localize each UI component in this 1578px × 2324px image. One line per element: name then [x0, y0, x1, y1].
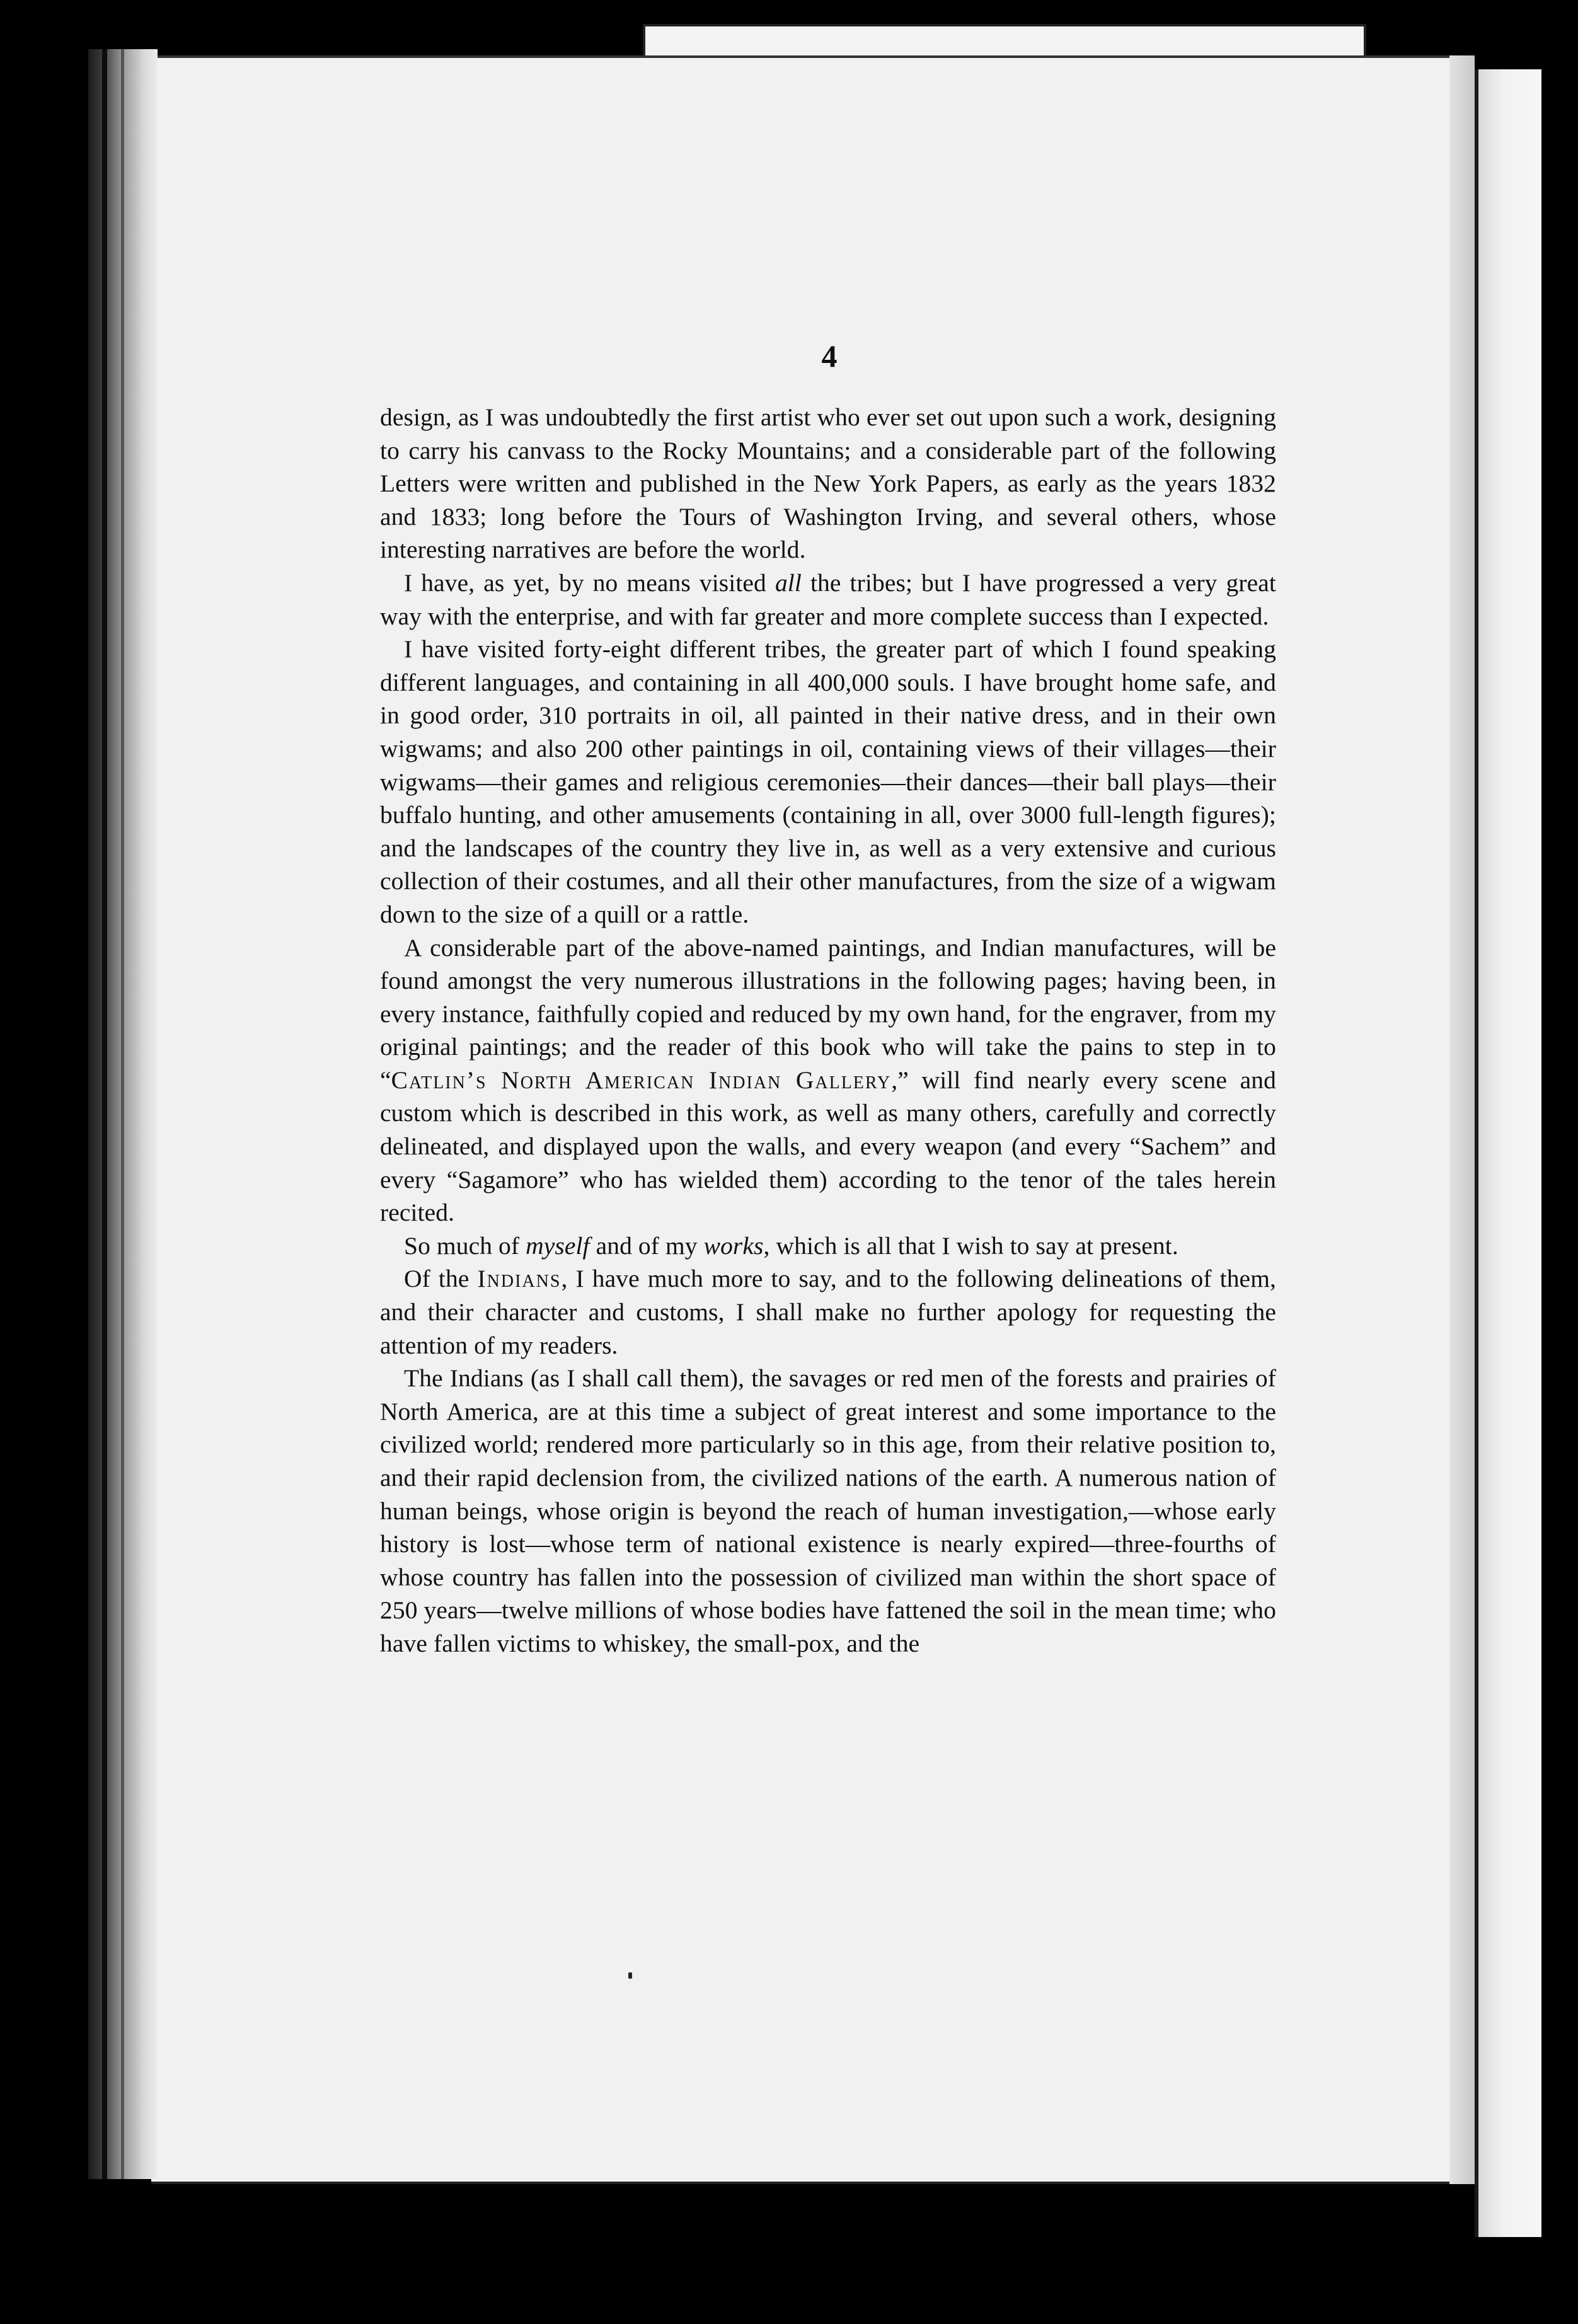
text-run: and of my [589, 1231, 704, 1260]
text-run: , which is all that I wish to say at present. [763, 1231, 1178, 1260]
text-run: The Indians (as I shall call them), the savages or red men of the forests and prairies of North America, are at this time a subject of great interest and some importance to the civilized world; rendered more particularly so in this age, from their relative position to, and their rapid declension from, the civilized nations of the earth. A numerous nation of human beings, whose origin is beyond the reach of human investigation,—whose early history is lost—whose term of national existence is nearly expired—three-fourths of whose country has fallen into the possession of civilized man within the short space of 250 years—twelve millions of whose bodies have fattened the soil in the mean time; who have fallen victims to whiskey, the small-pox, and the [380, 1364, 1276, 1657]
text-run: the tribes; but I have progressed a very great way with the enterprise, and with far greater and more complete success than I expected. [380, 568, 1276, 630]
italic-text: all [775, 568, 802, 597]
adjacent-page-edge [1475, 69, 1541, 2237]
italic-text: works [703, 1231, 764, 1260]
paragraph [380, 633, 1276, 931]
page-number: 4 [821, 338, 838, 374]
text-run: A considerable part of the above-named paintings, and Indian manufactures, will be found amongst the very numerous illustrations in the following pages; having been, in every instance, faithfully copied and reduced by my own hand, for the engraver, from my original paintings; and the reader of this book who will take the pains to step in to “ [380, 933, 1276, 1094]
paragraph [380, 401, 1276, 567]
small-caps-text: Indians [477, 1265, 562, 1293]
paragraph [380, 1362, 1276, 1660]
text-run: So much of [404, 1231, 526, 1260]
paragraph [380, 1262, 1276, 1362]
paragraph [380, 567, 1276, 633]
text-run: ,” will find nearly every scene and custom which is described in this work, as well as many others, carefully and correctly delineated, and displayed upon the walls, and every weapon (and every “Sachem” and every “Sagamore” who has wielded them) according to the tenor of the tales herein recited. [380, 1066, 1276, 1227]
text-run: Of the [404, 1265, 478, 1293]
book-binding [88, 49, 158, 2179]
ink-speck [628, 1972, 632, 1979]
paragraph [380, 1229, 1276, 1263]
small-caps-text: Catlin’s North American Indian Gallery [391, 1066, 892, 1094]
text-run: design, as I was undoubtedly the first artist who ever set out upon such a work, designing to carry his canvass to the Rocky Mountains; and a considerable part of the following Letters were written and published in the New York Papers, as early as the years 1832 and 1833; long before the Tours of Washington Irving, and several others, whose interesting narratives are before the world. [380, 403, 1276, 564]
text-run: I have, as yet, by no means visited [404, 568, 775, 597]
paragraph [380, 931, 1276, 1229]
text-run: , I have much more to say, and to the following delineations of them, and their character and customs, I shall make no further apology for requesting the attention of my readers. [380, 1265, 1276, 1359]
italic-text: myself [526, 1231, 590, 1260]
text-run: I have visited forty-eight different tribes, the greater part of which I found speaking different languages, and containing in all 400,000 souls. I have brought home safe, and in good order, 310 portraits in oil, all painted in their native dress, and in their own wigwams; and also 200 other paintings in oil, containing views of their villages—their wigwams—their games and religious ceremonies—their dances—their ball plays—their buffalo hunting, and other amusements (containing in all, over 3000 full-length figures); and the landscapes of the country they live in, as well as a very extensive and curious collection of their costumes, and all their other manufactures, from the size of a wigwam down to the size of a quill or a rattle. [380, 635, 1276, 928]
body-text [380, 401, 1276, 1660]
